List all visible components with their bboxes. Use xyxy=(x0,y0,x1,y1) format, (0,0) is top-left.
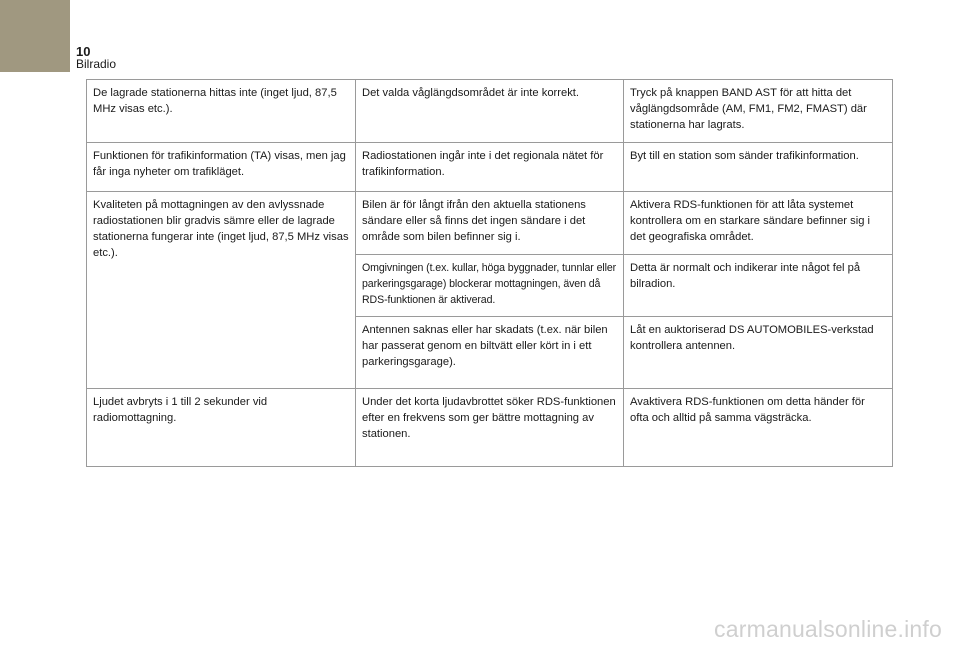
solution-cell: Låt en auktoriserad DS AUTOMOBILES-verkstad kontrollera antennen. xyxy=(624,317,893,389)
table-row xyxy=(87,80,893,143)
solution-cell: Detta är normalt och indikerar inte något fel på bilradion. xyxy=(624,255,893,317)
watermark: carmanualsonline.info xyxy=(714,616,942,642)
cause-cell: Bilen är för långt ifrån den aktuella stationens sändare eller så finns det ingen sändare i det område som bilen befinner sig i. xyxy=(356,192,624,255)
problem-cell: Ljudet avbryts i 1 till 2 sekunder vid radiomottagning. xyxy=(87,389,356,467)
cause-cell: Antennen saknas eller har skadats (t.ex. när bilen har passerat genom en biltvätt eller kört in i ett parkeringsgarage). xyxy=(356,317,624,389)
cause-cell: Radiostationen ingår inte i det regionala nätet för trafikinformation. xyxy=(356,143,624,192)
solution-cell: Avaktivera RDS-funktionen om detta händer för ofta och alltid på samma vägsträcka. xyxy=(624,389,893,467)
problem-cell: Funktionen för trafikinformation (TA) visas, men jag får inga nyheter om trafikläget. xyxy=(87,143,356,192)
table-row xyxy=(87,143,893,192)
problem-cell: De lagrade stationerna hittas inte (inget ljud, 87,5 MHz visas etc.). xyxy=(87,80,356,143)
solution-cell: Byt till en station som sänder trafikinformation. xyxy=(624,143,893,192)
table-row xyxy=(87,389,893,467)
solution-cell: Tryck på knappen BAND AST för att hitta det våglängdsområde (AM, FM1, FM2, FMAST) där stationerna har lagrats. xyxy=(624,80,893,143)
solution-cell: Aktivera RDS-funktionen för att låta systemet kontrollera om en starkare sändare befinner sig i det geografiska området. xyxy=(624,192,893,255)
table-row xyxy=(87,192,893,255)
page-number: 10 xyxy=(76,44,91,59)
problem-cell: Kvaliteten på mottagningen av den avlyssnade radiostationen blir gradvis sämre eller de lagrade stationerna fungerar inte (inget ljud, 87,5 MHz visas etc.). xyxy=(87,192,356,389)
cause-cell: Under det korta ljudavbrottet söker RDS-funktionen efter en frekvens som ger bättre mottagning av stationen. xyxy=(356,389,624,467)
chapter-tab xyxy=(0,0,70,72)
section-title: Bilradio xyxy=(76,57,117,71)
troubleshooting-table xyxy=(86,79,893,467)
cause-cell: Omgivningen (t.ex. kullar, höga byggnader, tunnlar eller parkeringsgarage) blockerar mottagningen, även då RDS-funktionen är aktiverad. xyxy=(356,255,624,317)
cause-cell: Det valda våglängdsområdet är inte korrekt. xyxy=(356,80,624,143)
